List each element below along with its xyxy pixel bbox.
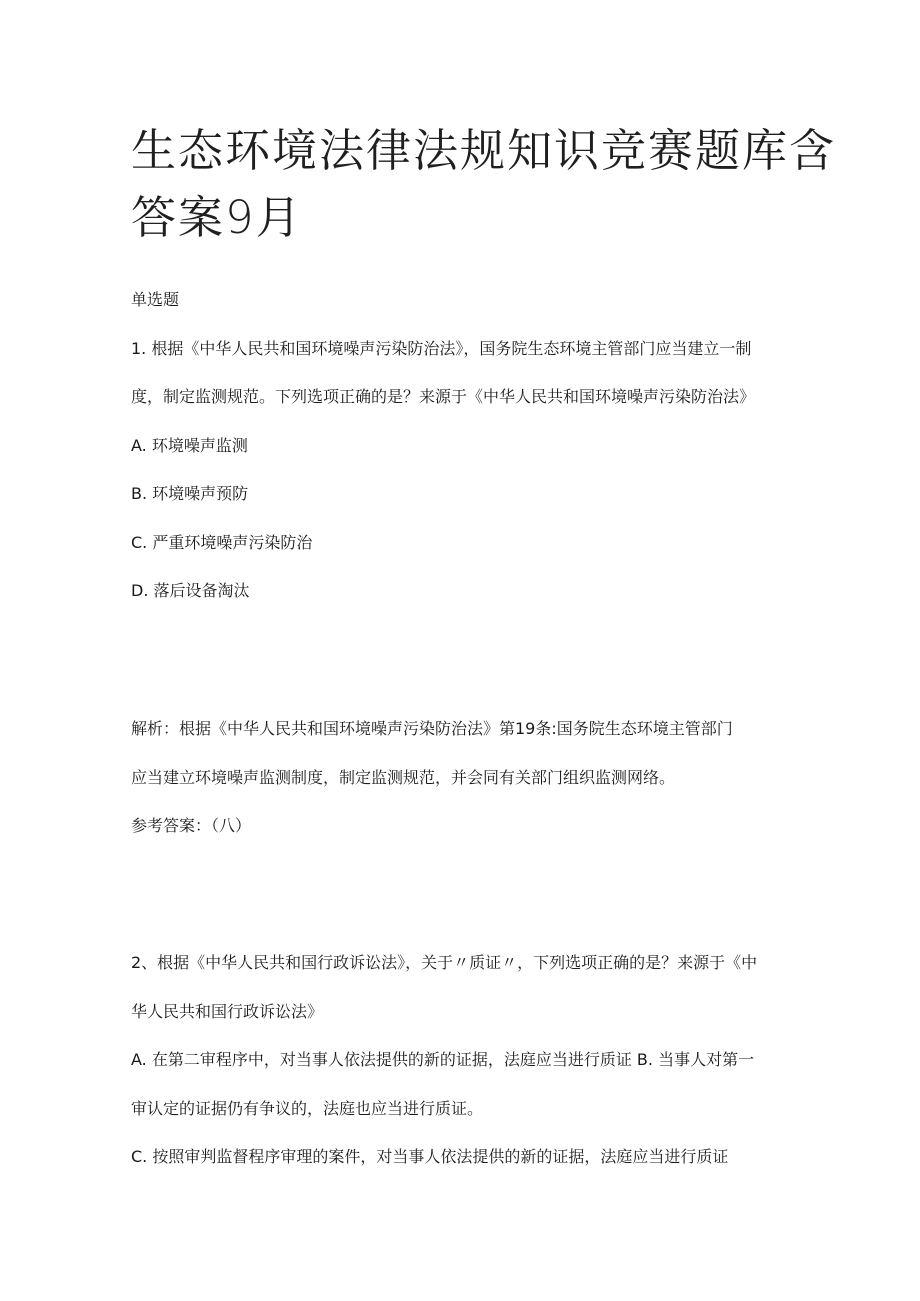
- question-1-analysis-line-2: 应当建立环境噪声监测制度，制定监测规范，并会同有关部门组织监测网络。: [131, 768, 676, 787]
- question-2-option-ab-line-2: 审认定的证据仍有争议的，法庭也应当进行质证。: [131, 1099, 484, 1118]
- question-2-stem-line-1: 2、根据《中华人民共和国行政诉讼法》，关于〃质证〃，下列选项正确的是？来源于《中: [131, 953, 758, 972]
- section-heading: 单选题: [131, 290, 180, 309]
- question-1-stem-line-1: 1. 根据《中华人民共和国环境噪声污染防治法》，国务院生态环境主管部门应当建立一制: [131, 339, 752, 358]
- document-title-line-2: 答案9月: [131, 191, 303, 244]
- question-2-option-ab-line-1: A. 在第二审程序中，对当事人依法提供的新的证据，法庭应当进行质证 B. 当事人对第一: [131, 1050, 755, 1069]
- question-1-option-c: C. 严重环境噪声污染防治: [131, 533, 313, 552]
- question-2-option-c: C. 按照审判监督程序审理的案件，对当事人依法提供的新的证据，法庭应当进行质证: [131, 1147, 729, 1166]
- question-1-option-a: A. 环境噪声监测: [131, 436, 248, 455]
- question-1-answer: 参考答案：（八）: [131, 816, 252, 835]
- question-1-stem-line-2: 度，制定监测规范。下列选项正确的是？来源于《中华人民共和国环境噪声污染防治法》: [131, 387, 756, 406]
- question-2-stem-line-2: 华人民共和国行政诉讼法》: [131, 1002, 324, 1021]
- document-title-line-1: 生态环境法律法规知识竞赛题库含: [131, 124, 837, 177]
- question-1-option-d: D. 落后设备淘汰: [131, 581, 250, 600]
- question-1-analysis-line-1: 解析：根据《中华人民共和国环境噪声污染防治法》第19条:国务院生态环境主管部门: [131, 719, 733, 738]
- question-1-option-b: B. 环境噪声预防: [131, 484, 249, 503]
